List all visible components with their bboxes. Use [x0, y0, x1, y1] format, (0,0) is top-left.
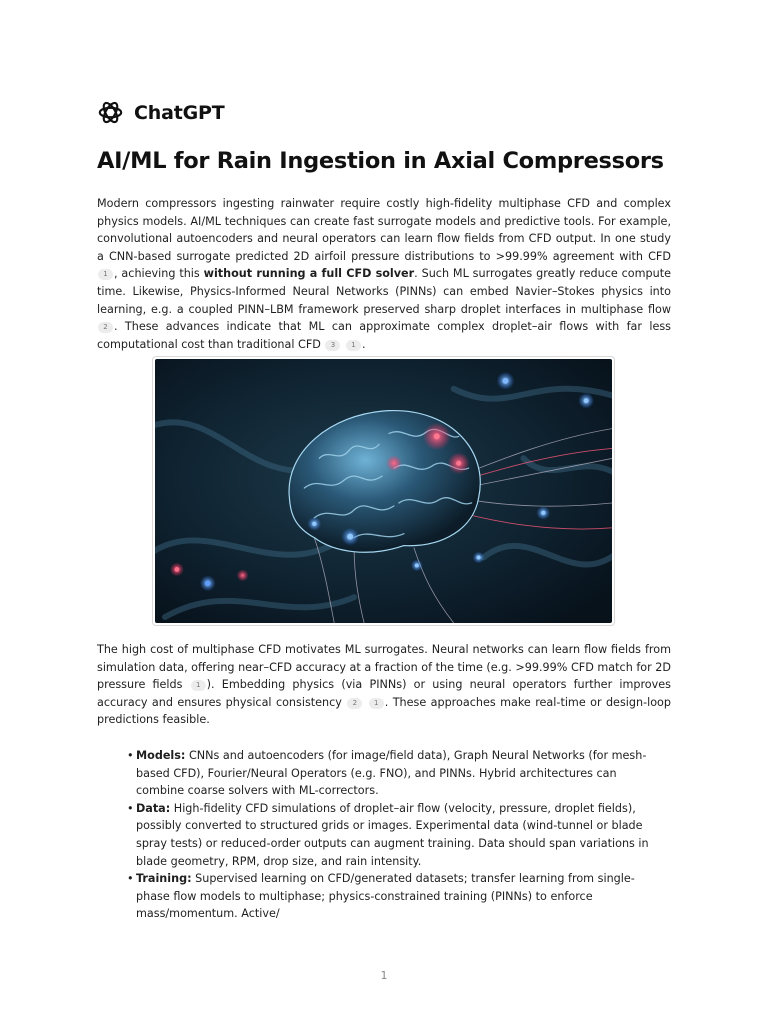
p2-text-2: ). Embedding physics (via PINNs) or using neural operators further improves accuracy and ensures physical consistency — [97, 678, 671, 709]
brain-illustration — [155, 359, 612, 623]
p2-text-1: The high cost of multiphase CFD motivates ML surrogates. Neural networks can learn flow fields from simulation data, offering near–CFD accuracy at a fraction of the time (e.g. >99.99% CFD match for 2D pressure fields — [97, 643, 672, 692]
intro-paragraph — [97, 195, 671, 353]
p1-text-4: . These advances indicate that ML can approximate complex droplet–air flows with far less computational cost than traditional CFD — [97, 320, 671, 351]
body-paragraph — [97, 641, 671, 729]
bullet-list — [127, 747, 667, 923]
citation-badge[interactable]: 1 — [346, 340, 361, 351]
citation-badge[interactable]: 2 — [347, 698, 362, 709]
list-item — [127, 800, 667, 870]
bullet-marker: • — [127, 801, 134, 815]
p1-text-2: , achieving this — [114, 267, 200, 281]
brain-illustration-figure — [152, 356, 615, 626]
list-item-text: High-fidelity CFD simulations of droplet–air flow (velocity, pressure, droplet fields), possibly converted to structured grids or images. Experimental data (wind-tunnel or blade spray tests) or reduced-order outputs can augment training. Data should span variations in blade geometry, RPM, drop size, and rain intensity. — [136, 801, 649, 868]
openai-knot-icon — [97, 99, 124, 126]
page-number: 1 — [380, 969, 388, 982]
citation-badge[interactable]: 3 — [325, 340, 340, 351]
brand-name: ChatGPT — [134, 101, 225, 124]
p2-text-3: . These approaches make real-time or design-loop predictions feasible. — [97, 695, 672, 727]
citation-badge[interactable]: 2 — [98, 322, 113, 333]
citation-badge[interactable]: 1 — [98, 269, 113, 280]
list-item — [127, 747, 667, 800]
list-item-label: Training: — [136, 872, 192, 886]
bullet-marker: • — [127, 749, 134, 762]
list-item-text: Supervised learning on CFD/generated datasets; transfer learning from single-phase flow models to multiphase; physics-constrained training (PINNs) to enforce mass/momentum. Active/ — [136, 872, 635, 921]
list-item-label: Data: — [136, 801, 171, 815]
brand-header — [97, 99, 224, 126]
list-item-text: CNNs and autoencoders (for image/field data), Graph Neural Networks (for mesh-based CFD), Fourier/Neural Operators (e.g. FNO), and PINNs. Hybrid architectures can combine coarse solvers with ML-correctors. — [136, 749, 647, 798]
p1-text-3: . Such ML surrogates greatly reduce compute time. Likewise, Physics-Informed Neural Networks (PINNs) can embed Navier–Stokes physics into learning, e.g. a coupled PINN–LBM framework preserved sharp droplet interfaces in multiphase flow — [97, 267, 672, 316]
bullet-marker: • — [127, 872, 134, 886]
document-title: AI/ML for Rain Ingestion in Axial Compressors — [97, 148, 664, 174]
citation-badge[interactable]: 1 — [369, 698, 384, 709]
list-item-label: Models: — [136, 749, 186, 762]
p1-text-5: . — [362, 337, 366, 351]
list-item — [127, 870, 667, 923]
p1-text-1: Modern compressors ingesting rainwater require costly high-fidelity multiphase CFD and complex physics models. AI/ML techniques can create fast surrogate models and predictive tools. For example, convolutional autoencoders and neural operators can learn flow fields from CFD output. In one study a CNN-based surrogate predicted 2D airfoil pressure distributions to >99.99% agreement with CFD — [97, 197, 671, 263]
p1-bold-text: without running a full CFD solver — [203, 267, 415, 281]
citation-badge[interactable]: 1 — [191, 680, 206, 691]
